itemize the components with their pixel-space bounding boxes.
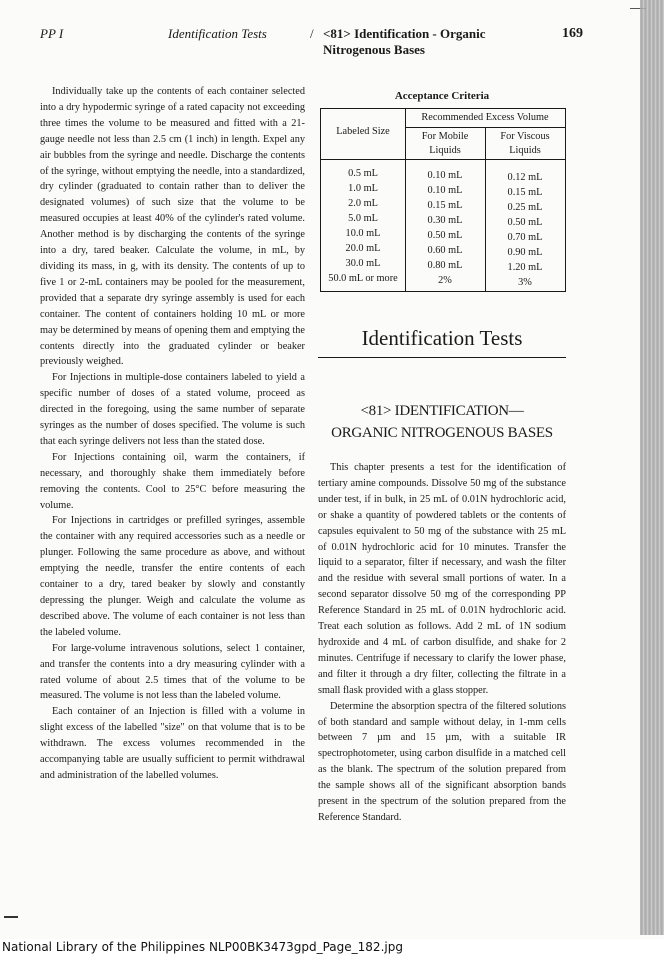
paragraph: For Injections in multiple-dose containers labeled to yield a specific number of doses of a stated volume, proceed as directed in the foregoing, using the same number of separate syringes as the number of doses specified. The volume is such that each syringe delivers not less than the stated dose. [40,372,305,447]
size-cell: 2.0 mL [348,198,378,209]
size-cell: 30.0 mL [345,258,381,269]
left-column [40,84,305,784]
viscous-cell: 3% [518,277,532,288]
header-chapter-ref: <81> Identification - Organic Nitrogenous Bases [323,26,486,57]
table-divider [405,127,565,128]
viscous-cell: 0.25 mL [507,202,543,213]
header-mobile-liquids: For Mobile Liquids [421,131,469,156]
footer-bar [0,939,664,957]
size-cell: 20.0 mL [345,243,381,254]
viscous-cell: 0.15 mL [507,187,543,198]
paragraph: For Injections in cartridges or prefilled syringes, assemble the container with any required accessories such as a needle or plunger. Following the same procedure as above, and without emptying the needle, transfer the entire contents of each container to a dry, tared beaker by slowly and constantly depressing the plunger. Weigh and calculate the volume as described above. The volume of each container is not less than the labeled volume. [40,515,305,638]
footer-caption: National Library of the Philippines NLP00BK3473gpd_Page_182.jpg [2,940,403,954]
scan-binding-edge [640,0,664,935]
header-running-title: Identification Tests [168,26,267,41]
mobile-cell: 0.30 mL [427,215,463,226]
running-header [40,24,583,57]
paragraph: This chapter presents a test for the identification of tertiary amine compounds. Dissolve 50 mg of the substance under test, if in bulk, in 25 mL of 0.01N hydrochloric acid, or shake a quantity of powdered tablets or the contents of capsules equivalent to 50 mg of the substance with 25 mL of 0.01N hydrochloric acid for 10 minutes. Transfer the liquid to a separator, filter if necessary, and wash the filter and the residue with several small portions of water. In a second separator dissolve 50 mg of the corresponding PP Reference Standard in 25 mL of 0.01N hydrochloric acid. Treat each solution as follows. Add 2 mL of 1N sodium hydroxide and 4 mL of carbon disulfide, and shake for 2 minutes. Centrifuge if necessary to clarify the lower phase, and filter it through a dry filter, collecting the filtrate in a small flask provided with a glass stopper. [318,462,566,696]
chapter-title [318,400,566,444]
acceptance-criteria-table [320,108,566,292]
table-caption: Acceptance Criteria [394,90,490,102]
mobile-cell: 0.60 mL [427,245,463,256]
mobile-cell: 0.50 mL [427,230,463,241]
right-column [318,460,566,826]
viscous-cell: 0.12 mL [507,172,543,183]
paragraph: For Injections containing oil, warm the containers, if necessary, and thoroughly shake them immediately before removing the contents. Cool to 25°C before measuring the volume. [40,451,305,511]
viscous-cell: 0.50 mL [507,217,543,228]
table-divider [321,159,565,160]
mobile-cell: 2% [438,275,452,286]
mobile-cell: 0.15 mL [427,200,463,211]
paragraph: Individually take up the contents of each container selected into a dry hypodermic syringe of a rated capacity not exceeding three times the volume to be measured and fitted with a 21-gauge needle not less than 2.5 cm (1 inch) in length. Expel any air bubbles from the syringe and needle. Discharge the contents of the syringe, without emptying the needle, into a standardized, dry cylinder (graduated to contain rather than to deliver the designated volumes) of such size that the volume to be measured occupies at least 40% of the cylinder's rated volume. Another method is by discharging the contents of the syringe into a dry, tared beaker. Calculate the volume, in mL, by dividing its mass, in g, with its density. The contents of up to five 1 or 2-mL containers may be pooled for the measurement, provided that a separate dry syringe assembly is used for each container. The content of containers holding 10 mL or more may be determined by means of opening them and emptying the contents directly into the graduated cylinder or beaker previously weighed. [40,86,305,368]
header-labeled-size: Labeled Size [336,126,390,137]
size-cell: 50.0 mL or more [328,273,398,284]
paragraph: For large-volume intravenous solutions, select 1 container, and transfer the contents into a dry measuring cylinder with a rated volume of about 2.5 times that of the volume to be measured. The volume is not less than the labeled volume. [40,642,305,702]
size-cell: 1.0 mL [348,183,378,194]
paragraph: Determine the absorption spectra of the filtered solutions of both standard and sample without delay, in 1-mm cells between 7 µm and 15 µm, with a suitable IR spectrophotometer, using carbon disulfide in a matched cell as the blank. The spectrum of the solution prepared from the sample shows all of the significant absorption bands present in the spectrum of the solution prepared from the Reference Standard. [318,700,566,823]
header-viscous-liquids: For Viscous Liquids [500,131,550,156]
chapter-title-line-2: ORGANIC NITROGENOUS BASES [331,425,553,441]
footer-mark [4,916,18,918]
header-separator: / [310,26,314,41]
mobile-cell: 0.10 mL [427,185,463,196]
page-number: 169 [562,26,583,41]
size-cell: 10.0 mL [345,228,381,239]
paragraph: Each container of an Injection is filled with a volume in slight excess of the labelled "size" on that volume that is to be withdrawn. The excess volumes recommended in the accompanying table are usually sufficient to permit withdrawal and administration of the labelled volumes. [40,706,305,781]
size-cell: 5.0 mL [348,213,378,224]
mobile-cell: 0.10 mL [427,170,463,181]
header-pp-label: PP I [40,26,64,41]
section-title: Identification Tests [361,326,523,350]
header-recommended-excess: Recommended Excess Volume [421,112,549,123]
viscous-cell: 0.70 mL [507,232,543,243]
size-cell: 0.5 mL [348,168,378,179]
mobile-cell: 0.80 mL [427,260,463,271]
viscous-cell: 1.20 mL [507,262,543,273]
section-rule [318,357,566,358]
chapter-title-line-1: <81> IDENTIFICATION— [360,403,524,419]
viscous-cell: 0.90 mL [507,247,543,258]
